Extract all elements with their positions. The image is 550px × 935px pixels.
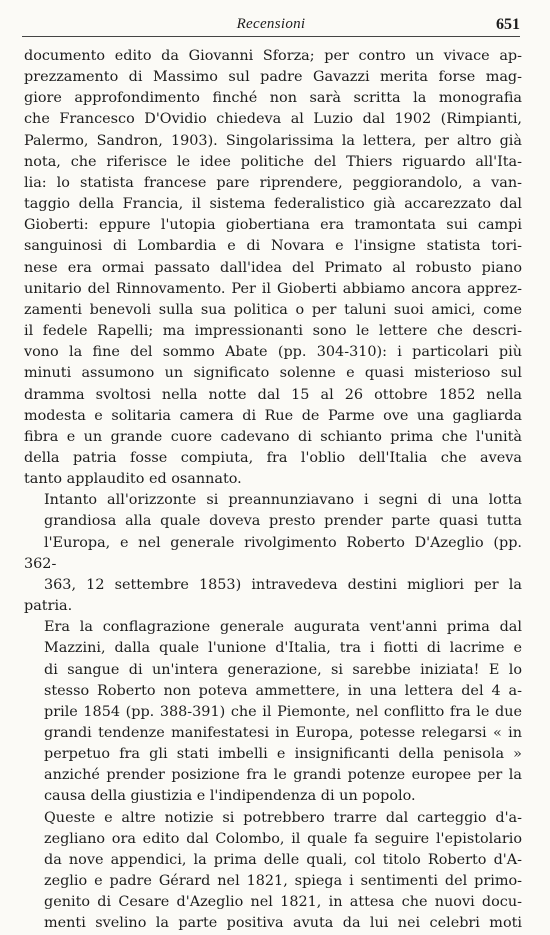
text-line: il fedele Rapelli; ma impressionanti sono le lettere che descri- (24, 323, 522, 340)
body-text (24, 46, 522, 935)
text-line: lia: lo statista francese pare riprendere, peggiorandolo, a van- (24, 174, 522, 191)
text-line: taggio della Francia, il sistema federalistico già accarezzato dal (24, 196, 522, 213)
text-line: Mazzini, dalla quale l'unione d'Italia, tra i fiotti di lacrime e (44, 640, 522, 657)
text-line: Intanto all'orizzonte si preannunziavano i segni di una lotta (44, 492, 522, 509)
text-line: dramma svoltosi nella notte dal 15 al 26 ottobre 1852 nella (24, 386, 522, 403)
text-line: Era la conflagrazione generale augurata vent'anni prima dal (44, 619, 522, 636)
text-line: prile 1854 (pp. 388-391) che il Piemonte, nel conflitto fra le due (44, 703, 522, 720)
text-line: che Francesco D'Ovidio chiedeva al Luzio dal 1902 (Rimpianti, (24, 111, 522, 128)
running-header (22, 16, 520, 37)
text-line: l'Europa, e nel generale rivolgimento Roberto D'Azeglio (pp. 362- (24, 534, 522, 572)
text-line: giore approfondimento finché non sarà scritta la monografia (24, 90, 522, 107)
page-number: 651 (496, 16, 520, 33)
text-line: Palermo, Sandron, 1903). Singolarissima la lettera, per altro già (24, 132, 522, 149)
text-line: di sangue di un'intera generazione, si sarebbe iniziata! E lo (44, 661, 522, 678)
text-line: nese era ormai passato dall'idea del Primato al robusto piano (24, 259, 522, 276)
paragraph-2 (24, 490, 522, 807)
text-line: menti svelino la parte positiva avuta da lui nei celebri moti (44, 915, 522, 932)
text-line: vono la fine del sommo Abate (pp. 304-310): i particolari più (24, 344, 522, 361)
text-line: stesso Roberto non poteva ammettere, in una lettera del 4 a- (44, 682, 522, 699)
text-line: grandi tendenze manifestatesi in Europa, potesse relegarsi « in (44, 725, 522, 741)
text-line: zegliano ora edito dal Colombo, il quale fa seguire l'epistolario (44, 830, 522, 847)
paragraph-1 (24, 46, 522, 490)
text-line: da nove appendici, la prima delle quali, col titolo Roberto d'A- (44, 851, 522, 868)
text-line: fibra e un grande cuore cadevano di schianto prima che l'unità (24, 428, 522, 445)
text-line: prezzamento di Massimo sul padre Gavazzi merita forse mag- (24, 69, 522, 86)
text-line: 363, 12 settembre 1853) intravedeva destini migliori per la patria. (24, 576, 522, 615)
text-line: della patria fosse compiuta, fra l'oblio dell'Italia che aveva (24, 449, 522, 466)
text-line: zamenti benevoli sulla sua politica o per taluni suoi amici, come (24, 301, 522, 318)
text-line: causa della giustizia e l'indipendenza di un popolo. (44, 788, 416, 805)
text-line: zeglio e padre Gérard nel 1821, spiega i sentimenti del primo- (44, 873, 522, 890)
text-line: anziché prender posizione fra le grandi potenze europee per la (44, 767, 522, 784)
text-line: documento edito da Giovanni Sforza; per contro un vivace ap- (24, 48, 522, 64)
text-line: perpetuo fra gli stati imbelli e insignificanti della penisola » (44, 746, 522, 763)
text-line: modesta e solitaria camera di Rue de Parme ove una gagliarda (24, 407, 522, 424)
running-title: Recensioni (236, 16, 306, 32)
text-line: genito di Cesare d'Azeglio nel 1821, in attesa che nuovi docu- (44, 894, 522, 911)
text-line: tanto applaudito ed osannato. (24, 471, 242, 488)
text-line: unitario del Rinnovamento. Per il Gioberti abbiamo ancora apprez- (24, 280, 522, 297)
text-line: Gioberti: eppure l'utopia giobertiana era tramontata sui campi (24, 217, 522, 234)
text-line: nota, che riferisce le idee politiche del Thiers riguardo all'Ita- (24, 153, 522, 170)
text-line: minuti assumono un significato solenne e quasi misterioso sul (24, 365, 522, 382)
text-line: Queste e altre notizie si potrebbero trarre dal carteggio d'a- (44, 809, 522, 826)
text-line: sanguinosi di Lombardia e di Novara e l'insigne statista tori- (24, 238, 522, 255)
text-line: grandiosa alla quale doveva presto prender parte quasi tutta (44, 513, 522, 530)
